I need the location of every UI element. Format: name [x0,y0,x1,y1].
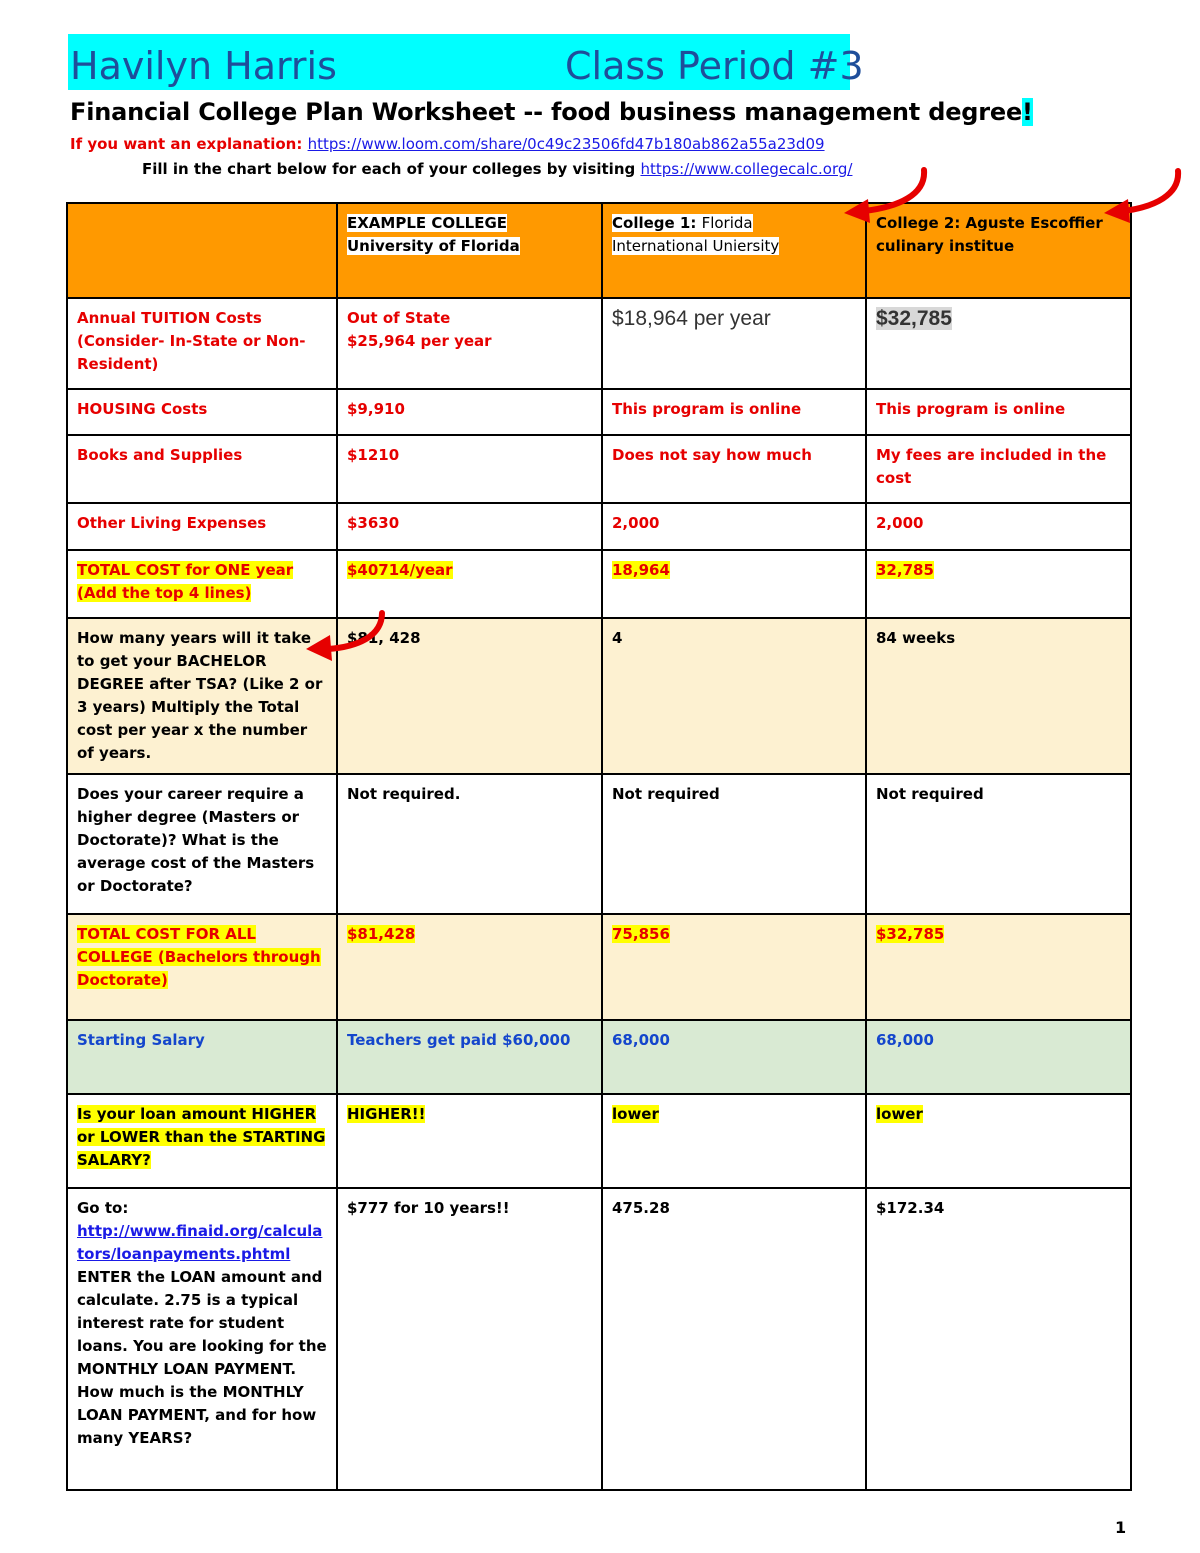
table-header-row [67,203,1131,298]
salary-label: Starting Salary [67,1020,337,1094]
total-one-college-2: 32,785 [866,550,1131,618]
years-college-2: 84 weeks [866,618,1131,774]
table-row [67,550,1131,618]
header-example-college: EXAMPLE COLLEGE University of Florida [337,203,602,298]
table-row [67,298,1131,389]
tuition-college-2: $32,785 [866,298,1131,389]
table-row [67,435,1131,503]
page-number: 1 [1115,1518,1127,1537]
header-blank-cell [67,203,337,298]
total-all-college-2: $32,785 [866,914,1131,1020]
housing-college-1: This program is online [602,389,866,435]
books-college-1: Does not say how much [602,435,866,503]
table-row [67,503,1131,550]
table-row [67,914,1131,1020]
monthly-payment-college-1: 475.28 [602,1188,866,1490]
books-example: $1210 [337,435,602,503]
tuition-label: Annual TUITION Costs (Consider- In-State or Non-Resident) [67,298,337,389]
years-college-1: 4 [602,618,866,774]
housing-label: HOUSING Costs [67,389,337,435]
class-period: Class Period #3 [565,44,864,88]
student-name: Havilyn Harris [70,44,337,88]
years-example: $81, 428 [337,618,602,774]
header-college-2: College 2: Aguste Escoffier culinary institue [866,203,1131,298]
total-all-college-1: 75,856 [602,914,866,1020]
housing-example: $9,910 [337,389,602,435]
explanation-label: If you want an explanation: [70,135,308,153]
arrow-icon [298,605,393,665]
college-plan-table [66,202,1132,1491]
loan-compare-example: HIGHER!! [337,1094,602,1188]
table-row [67,1020,1131,1094]
books-label: Books and Supplies [67,435,337,503]
monthly-payment-label: Go to: http://www.finaid.org/calculators/loanpayments.phtml ENTER the LOAN amount and calculate. 2.75 is a typical interest rate for student loans. You are looking for the MONTHLY LOAN PAYMENT. How much is the MONTHLY LOAN PAYMENT, and for how many YEARS? [67,1188,337,1490]
table-row [67,1094,1131,1188]
table-row [67,389,1131,435]
finaid-calculator-link[interactable]: http://www.finaid.org/calculators/loanpayments.phtml [77,1222,323,1263]
higher-degree-college-1: Not required [602,774,866,914]
header-college-1: College 1: Florida International Uniersity [602,203,866,298]
table-row [67,774,1131,914]
loan-compare-college-2: lower [866,1094,1131,1188]
instructions-line [142,158,852,180]
higher-degree-label: Does your career require a higher degree (Masters or Doctorate)? What is the average cost of the Masters or Doctorate? [67,774,337,914]
arrow-icon [838,165,933,225]
collegecalc-link[interactable]: https://www.collegecalc.org/ [640,160,853,178]
worksheet-title-exclamation: ! [1022,98,1033,126]
tuition-example: Out of State $25,964 per year [337,298,602,389]
total-all-label: TOTAL COST FOR ALL COLLEGE (Bachelors through Doctorate) [67,914,337,1020]
years-label: How many years will it take to get your BACHELOR DEGREE after TSA? (Like 2 or 3 years) Multiply the Total cost per year x the number of years. [67,618,337,774]
total-one-label: TOTAL COST for ONE year (Add the top 4 lines) [67,550,337,618]
arrow-icon [1098,165,1188,225]
salary-example: Teachers get paid $60,000 [337,1020,602,1094]
tuition-college-1: $18,964 per year [602,298,866,389]
monthly-payment-example: $777 for 10 years!! [337,1188,602,1490]
instructions-text: Fill in the chart below for each of your colleges by visiting [142,160,641,178]
books-college-2: My fees are included in the cost [866,435,1131,503]
explanation-link[interactable]: https://www.loom.com/share/0c49c23506fd47b180ab862a55a23d09 [307,135,825,153]
total-all-example: $81,428 [337,914,602,1020]
table-row [67,618,1131,774]
monthly-payment-college-2: $172.34 [866,1188,1131,1490]
higher-degree-college-2: Not required [866,774,1131,914]
other-college-2: 2,000 [866,503,1131,550]
salary-college-1: 68,000 [602,1020,866,1094]
other-example: $3630 [337,503,602,550]
worksheet-title-text: Financial College Plan Worksheet -- food business management degree [70,98,1023,126]
worksheet-title [70,96,1033,128]
explanation-line [70,133,825,155]
salary-college-2: 68,000 [866,1020,1131,1094]
loan-compare-college-1: lower [602,1094,866,1188]
total-one-example: $40714/year [337,550,602,618]
housing-college-2: This program is online [866,389,1131,435]
higher-degree-example: Not required. [337,774,602,914]
other-college-1: 2,000 [602,503,866,550]
other-label: Other Living Expenses [67,503,337,550]
loan-compare-label: Is your loan amount HIGHER or LOWER than the STARTING SALARY? [67,1094,337,1188]
total-one-college-1: 18,964 [602,550,866,618]
table-row [67,1188,1131,1490]
